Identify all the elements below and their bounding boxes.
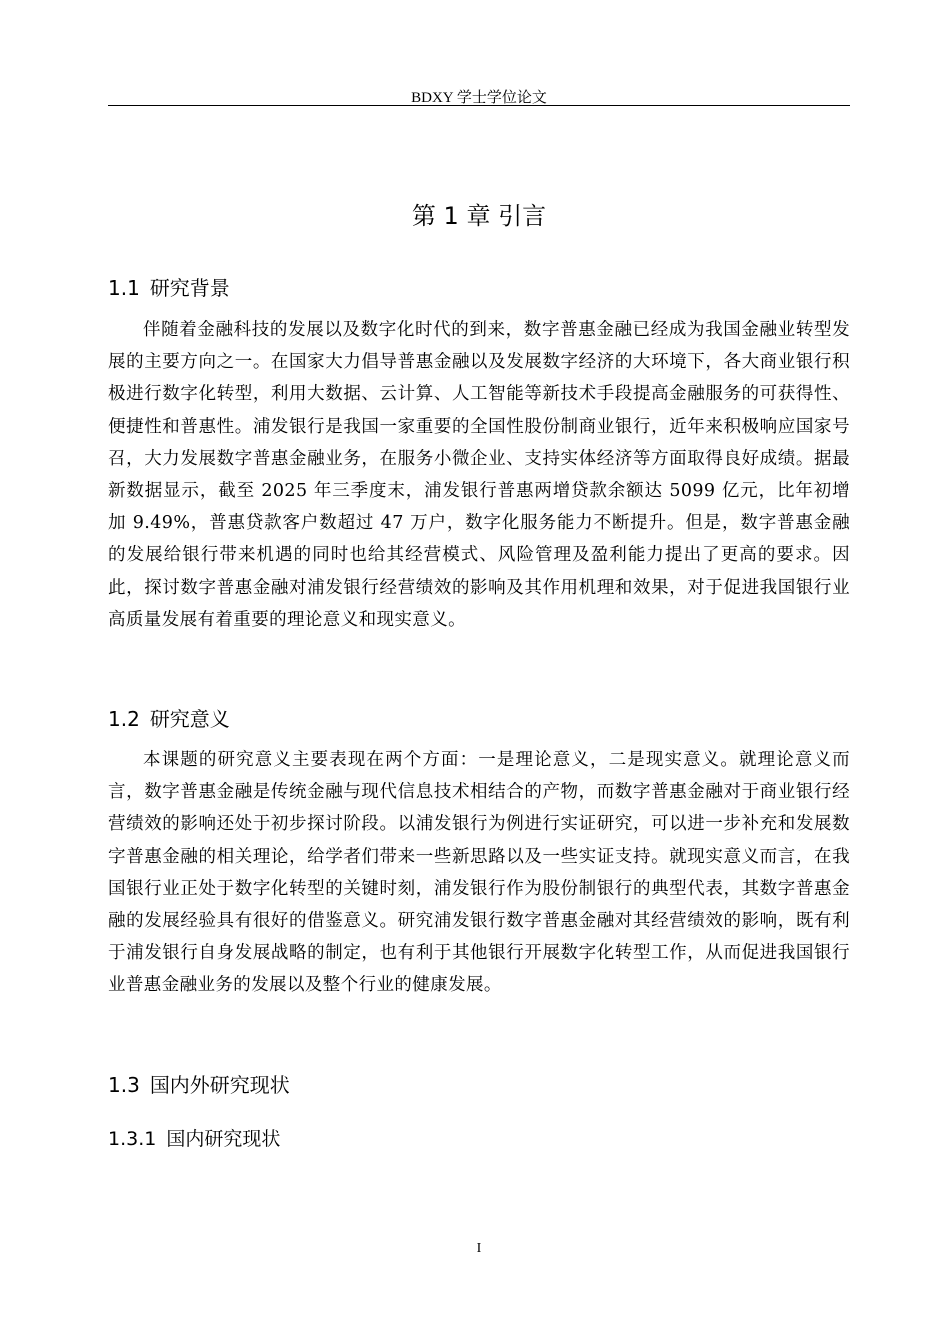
header-divider (108, 105, 850, 106)
running-header: BDXY 学士学位论文 (411, 90, 547, 106)
chapter-title: 第 1 章 引言 (411, 202, 547, 230)
section-number: 1.3 (108, 1073, 140, 1097)
subsection-number: 1.3.1 (108, 1128, 157, 1150)
paragraph-research-background: 伴随着金融科技的发展以及数字化时代的到来，数字普惠金融已经成为我国金融业转型发展的主要方向之一。在国家大力倡导普惠金融以及发展数字经济的大环境下，各大商业银行积极进行数字化转型，利用大数据、云计算、人工智能等新技术手段提高金融服务的可获得性、便捷性和普惠性。浦发银行是我国一家重要的全国性股份制商业银行，近年来积极响应国家号召，大力发展数字普惠金融业务，在服务小微企业、支持实体经济等方面取得良好成绩。据最新数据显示，截至 2025 年三季度末，浦发银行普惠两增贷款余额达 5099 亿元，比年初增加 9.49%，普惠贷款客户数超过 47 万户，数字化服务能力不断提升。但是，数字普惠金融的发展给银行带来机遇的同时也给其经营模式、风险管理及盈利能力提出了更高的要求。因此，探讨数字普惠金融对浦发银行经营绩效的影响及其作用机理和效果，对于促进我国银行业高质量发展有着重要的理论意义和现实意义。 (108, 320, 850, 630)
section-heading-1-1 (108, 275, 850, 301)
paragraph-research-significance: 本课题的研究意义主要表现在两个方面：一是理论意义，二是现实意义。就理论意义而言，数字普惠金融是传统金融与现代信息技术相结合的产物，而数字普惠金融对于商业银行经营绩效的影响还处于初步探讨阶段。以浦发银行为例进行实证研究，可以进一步补充和发展数字普惠金融的相关理论，给学者们带来一些新思路以及一些实证支持。就现实意义而言，在我国银行业正处于数字化转型的关键时刻，浦发银行作为股份制银行的典型代表，其数字普惠金融的发展经验具有很好的借鉴意义。研究浦发银行数字普惠金融对其经营绩效的影响，既有利于浦发银行自身发展战略的制定，也有利于其他银行开展数字化转型工作，从而促进我国银行业普惠金融业务的发展以及整个行业的健康发展。 (108, 750, 850, 996)
subsection-heading-1-3-1 (108, 1126, 850, 1152)
section-title: 研究意义 (149, 707, 230, 731)
section-heading-1-2 (108, 706, 850, 732)
section-title: 研究背景 (149, 276, 230, 300)
section-title: 国内外研究现状 (149, 1073, 290, 1097)
subsection-title: 国内研究现状 (166, 1128, 281, 1150)
section-number: 1.2 (108, 707, 140, 731)
section-heading-1-3 (108, 1072, 850, 1098)
page-number: I (476, 1241, 482, 1256)
section-number: 1.1 (108, 276, 140, 300)
